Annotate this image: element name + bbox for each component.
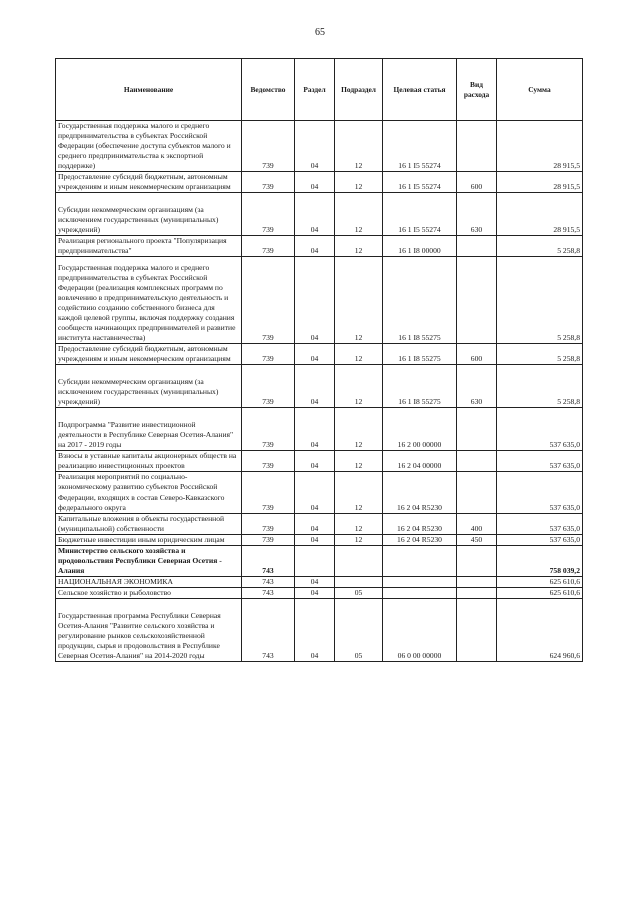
row-razdel: 04 [295, 587, 335, 598]
table-row [56, 344, 583, 365]
row-podrazdel: 12 [335, 121, 383, 172]
table-row [56, 193, 583, 236]
row-target-article: 06 0 00 00000 [383, 598, 457, 661]
row-name: Министерство сельского хозяйства и продовольствия Республики Северная Осетия - Алания [56, 545, 242, 576]
row-vedomstvo: 739 [242, 472, 295, 513]
table-row [56, 576, 583, 587]
row-name: Субсидии некоммерческим организациям (за исключением государственных (муниципальных) учреждений) [56, 193, 242, 236]
header-podrazdel: Подраздел [335, 59, 383, 121]
row-vedomstvo: 739 [242, 257, 295, 344]
row-expense-type: 630 [457, 193, 497, 236]
row-expense-type [457, 576, 497, 587]
row-name: Капитальные вложения в объекты государственной (муниципальной) собственности [56, 513, 242, 534]
row-razdel: 04 [295, 451, 335, 472]
row-vedomstvo: 739 [242, 408, 295, 451]
row-expense-type: 600 [457, 344, 497, 365]
row-vedomstvo: 739 [242, 172, 295, 193]
header-target-article: Целевая статья [383, 59, 457, 121]
row-razdel: 04 [295, 513, 335, 534]
row-vedomstvo: 743 [242, 587, 295, 598]
row-podrazdel: 05 [335, 598, 383, 661]
header-row [56, 59, 583, 121]
row-razdel: 04 [295, 472, 335, 513]
row-podrazdel: 12 [335, 451, 383, 472]
table-row [56, 534, 583, 545]
table-row [56, 472, 583, 513]
row-name: Государственная поддержка малого и среднего предпринимательства в субъектах Российской Федерации (реализация комплексных программ по вовлечению в предпринимательскую деятельность и содействию созданию собственного бизнеса для каждой целевой группы, включая поддержку создания сообществ начинающих предпринимателей и развитие института наставничества) [56, 257, 242, 344]
row-sum: 28 915,5 [497, 172, 583, 193]
row-razdel: 04 [295, 576, 335, 587]
budget-table [55, 58, 583, 662]
row-expense-type [457, 472, 497, 513]
row-name: Предоставление субсидий бюджетным, автономным учреждениям и иным некоммерческим организациям [56, 344, 242, 365]
row-sum: 537 635,0 [497, 513, 583, 534]
row-target-article: 16 2 00 00000 [383, 408, 457, 451]
row-vedomstvo: 739 [242, 451, 295, 472]
row-name: Государственная поддержка малого и среднего предпринимательства в субъектах Российской Федерации (обеспечение доступа субъектов малого и среднего предпринимательства к экспортной поддержке) [56, 121, 242, 172]
table-row [56, 236, 583, 257]
row-podrazdel: 12 [335, 513, 383, 534]
table-row [56, 598, 583, 661]
row-podrazdel: 12 [335, 534, 383, 545]
row-target-article: 16 1 I5 55274 [383, 193, 457, 236]
row-sum: 537 635,0 [497, 451, 583, 472]
row-target-article [383, 545, 457, 576]
row-name: НАЦИОНАЛЬНАЯ ЭКОНОМИКА [56, 576, 242, 587]
row-vedomstvo: 739 [242, 121, 295, 172]
row-sum: 5 258,8 [497, 344, 583, 365]
row-razdel [295, 545, 335, 576]
row-vedomstvo: 743 [242, 545, 295, 576]
row-target-article [383, 587, 457, 598]
row-target-article: 16 2 04 00000 [383, 451, 457, 472]
row-name: Бюджетные инвестиции иным юридическим лицам [56, 534, 242, 545]
row-vedomstvo: 739 [242, 534, 295, 545]
table-row [56, 513, 583, 534]
row-name: Государственная программа Республики Северная Осетия-Алания "Развитие сельского хозяйства и регулирование рынков сельскохозяйственной продукции, сырья и продовольствия в Республике Северная Осетия-Алания" на 2014-2020 годы [56, 598, 242, 661]
row-sum: 625 610,6 [497, 587, 583, 598]
row-podrazdel: 12 [335, 236, 383, 257]
row-podrazdel: 12 [335, 257, 383, 344]
row-expense-type: 600 [457, 172, 497, 193]
row-target-article: 16 2 04 R5230 [383, 534, 457, 545]
row-sum: 28 915,5 [497, 121, 583, 172]
row-sum: 537 635,0 [497, 472, 583, 513]
row-expense-type [457, 545, 497, 576]
row-podrazdel: 12 [335, 172, 383, 193]
table-row [56, 365, 583, 408]
row-expense-type: 450 [457, 534, 497, 545]
header-expense-type: Вид расхода [457, 59, 497, 121]
row-expense-type: 400 [457, 513, 497, 534]
row-podrazdel: 12 [335, 365, 383, 408]
row-sum: 537 635,0 [497, 534, 583, 545]
row-target-article: 16 1 I5 55274 [383, 172, 457, 193]
row-expense-type [457, 408, 497, 451]
row-target-article: 16 2 04 R5230 [383, 513, 457, 534]
table-row [56, 451, 583, 472]
row-vedomstvo: 743 [242, 598, 295, 661]
row-razdel: 04 [295, 408, 335, 451]
row-podrazdel: 12 [335, 344, 383, 365]
row-razdel: 04 [295, 344, 335, 365]
row-podrazdel: 05 [335, 587, 383, 598]
row-target-article [383, 576, 457, 587]
row-razdel: 04 [295, 193, 335, 236]
row-sum: 624 960,6 [497, 598, 583, 661]
row-podrazdel: 12 [335, 193, 383, 236]
table-row [56, 408, 583, 451]
row-name: Подпрограмма "Развитие инвестиционной деятельности в Республике Северная Осетия-Алания" на 2017 - 2019 годы [56, 408, 242, 451]
table-row [56, 121, 583, 172]
table-row [56, 172, 583, 193]
row-name: Субсидии некоммерческим организациям (за исключением государственных (муниципальных) учреждений) [56, 365, 242, 408]
row-vedomstvo: 739 [242, 236, 295, 257]
header-razdel: Раздел [295, 59, 335, 121]
row-expense-type [457, 587, 497, 598]
row-sum: 758 039,2 [497, 545, 583, 576]
row-target-article: 16 1 I8 55275 [383, 344, 457, 365]
table-row [56, 587, 583, 598]
row-target-article: 16 1 I5 55274 [383, 121, 457, 172]
row-expense-type [457, 121, 497, 172]
table-row-ministry [56, 545, 583, 576]
row-sum: 5 258,8 [497, 365, 583, 408]
row-target-article: 16 1 I8 00000 [383, 236, 457, 257]
row-vedomstvo: 739 [242, 344, 295, 365]
row-name: Реализация мероприятий по социально-экономическому развитию субъектов Российской Федерации, входящих в состав Северо-Кавказского федерального округа [56, 472, 242, 513]
header-sum: Сумма [497, 59, 583, 121]
row-vedomstvo: 739 [242, 513, 295, 534]
row-name: Реализация регионального проекта "Популяризация предпринимательства" [56, 236, 242, 257]
row-name: Взносы в уставные капиталы акционерных обществ на реализацию инвестиционных проектов [56, 451, 242, 472]
page-number: 65 [315, 27, 325, 38]
header-vedomstvo: Ведомство [242, 59, 295, 121]
row-vedomstvo: 739 [242, 365, 295, 408]
row-sum: 625 610,6 [497, 576, 583, 587]
row-sum: 5 258,8 [497, 236, 583, 257]
row-sum: 5 258,8 [497, 257, 583, 344]
row-razdel: 04 [295, 534, 335, 545]
row-razdel: 04 [295, 172, 335, 193]
row-name: Сельское хозяйство и рыболовство [56, 587, 242, 598]
row-target-article: 16 1 I8 55275 [383, 257, 457, 344]
row-name: Предоставление субсидий бюджетным, автономным учреждениям и иным некоммерческим организациям [56, 172, 242, 193]
row-sum: 537 635,0 [497, 408, 583, 451]
row-podrazdel [335, 576, 383, 587]
header-name: Наименование [56, 59, 242, 121]
row-expense-type [457, 257, 497, 344]
row-podrazdel [335, 545, 383, 576]
row-target-article: 16 1 I8 55275 [383, 365, 457, 408]
row-sum: 28 915,5 [497, 193, 583, 236]
row-expense-type: 630 [457, 365, 497, 408]
row-expense-type [457, 598, 497, 661]
row-razdel: 04 [295, 365, 335, 408]
row-podrazdel: 12 [335, 472, 383, 513]
row-vedomstvo: 739 [242, 193, 295, 236]
row-expense-type [457, 451, 497, 472]
table-row [56, 257, 583, 344]
row-expense-type [457, 236, 497, 257]
row-vedomstvo: 743 [242, 576, 295, 587]
row-razdel: 04 [295, 236, 335, 257]
row-razdel: 04 [295, 121, 335, 172]
row-target-article: 16 2 04 R5230 [383, 472, 457, 513]
row-podrazdel: 12 [335, 408, 383, 451]
row-razdel: 04 [295, 598, 335, 661]
row-razdel: 04 [295, 257, 335, 344]
